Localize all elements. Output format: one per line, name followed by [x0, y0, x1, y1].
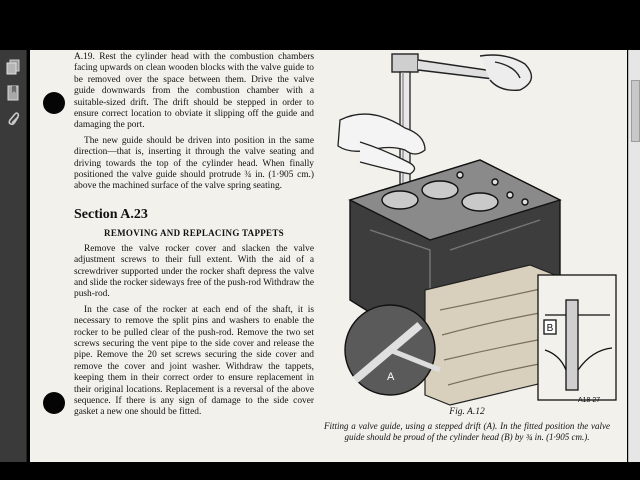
pages-icon[interactable] [5, 58, 21, 76]
subsection-title: REMOVING AND REPLACING TAPPETS [104, 228, 284, 239]
top-letterbox [0, 0, 640, 50]
wooden-block [425, 265, 555, 405]
label-b: B [546, 323, 554, 334]
paragraph: Remove the valve rocker cover and slacken the valve adjustment screws to their full extent. With the aid of a screwdriver supported under the rocker shaft depress the valve and slide the rocker sideways free of the push-rod Withdraw the push-rod. [74, 243, 314, 300]
document-page [30, 50, 627, 462]
paragraph: In the case of the rocker at each end of the shaft, it is necessary to remove the split pins and washers to enable the rocker to be pulled clear of the push-rod. Remove the two set screws securing the vent pipe to the side cover and release the pipe. Remove the 20 set screws securing the side cover and remove the cover and joint washer. Withdraw the tappets, keeping them in their correct order to ensure replacement in their original locations. Replacement is a reversal of the above sequence. If there is any sign of damage to the side cover gasket a new one should be fitted. [74, 304, 314, 418]
binder-hole [43, 92, 65, 114]
hammer-icon [392, 54, 531, 90]
vertical-scrollbar[interactable] [628, 50, 640, 462]
inset-b [538, 275, 616, 400]
figure-caption: Fitting a valve guide, using a stepped drift (A). In the fitted position the valve guide should be proud of the cylinder head (B) by ¾ in. (1·905 cm.). [324, 421, 610, 442]
binder-hole [43, 392, 65, 414]
section-title: Section A.23 [74, 206, 148, 222]
hand-illustration [338, 114, 425, 174]
figure-number: Fig. A.12 [449, 407, 485, 417]
text-column [74, 52, 314, 423]
figure-ref: A18 27 [578, 397, 601, 404]
paragraph: A.19. Rest the cylinder head with the combustion chambers facing upwards on clean wooden blocks with the valve guide to be removed over the space between them. Drive the valve guide downwards from the combustion chamber with a suitable-sized drift. The drift should be stepped in order to ensure correct location to obviate it slipping off the guide and damaging the port. [74, 52, 314, 131]
valve-guide-illustration [330, 50, 620, 410]
figure-caption-block [324, 407, 610, 443]
paragraph: The new guide should be driven into position in the same direction—that is, inserting it through the valve seating and driving towards the top of the cylinder head. When finally positioned the valve guide should protrude ¾ in. (1·905 cm.) above the machined surface of the valve spring seating. [74, 135, 314, 192]
bookmarks-icon[interactable] [5, 84, 21, 102]
navigation-pane [0, 50, 27, 462]
label-a: A [387, 371, 395, 383]
scrollbar-thumb[interactable] [631, 80, 640, 142]
attachments-icon[interactable] [5, 110, 21, 128]
bottom-letterbox [0, 462, 640, 480]
